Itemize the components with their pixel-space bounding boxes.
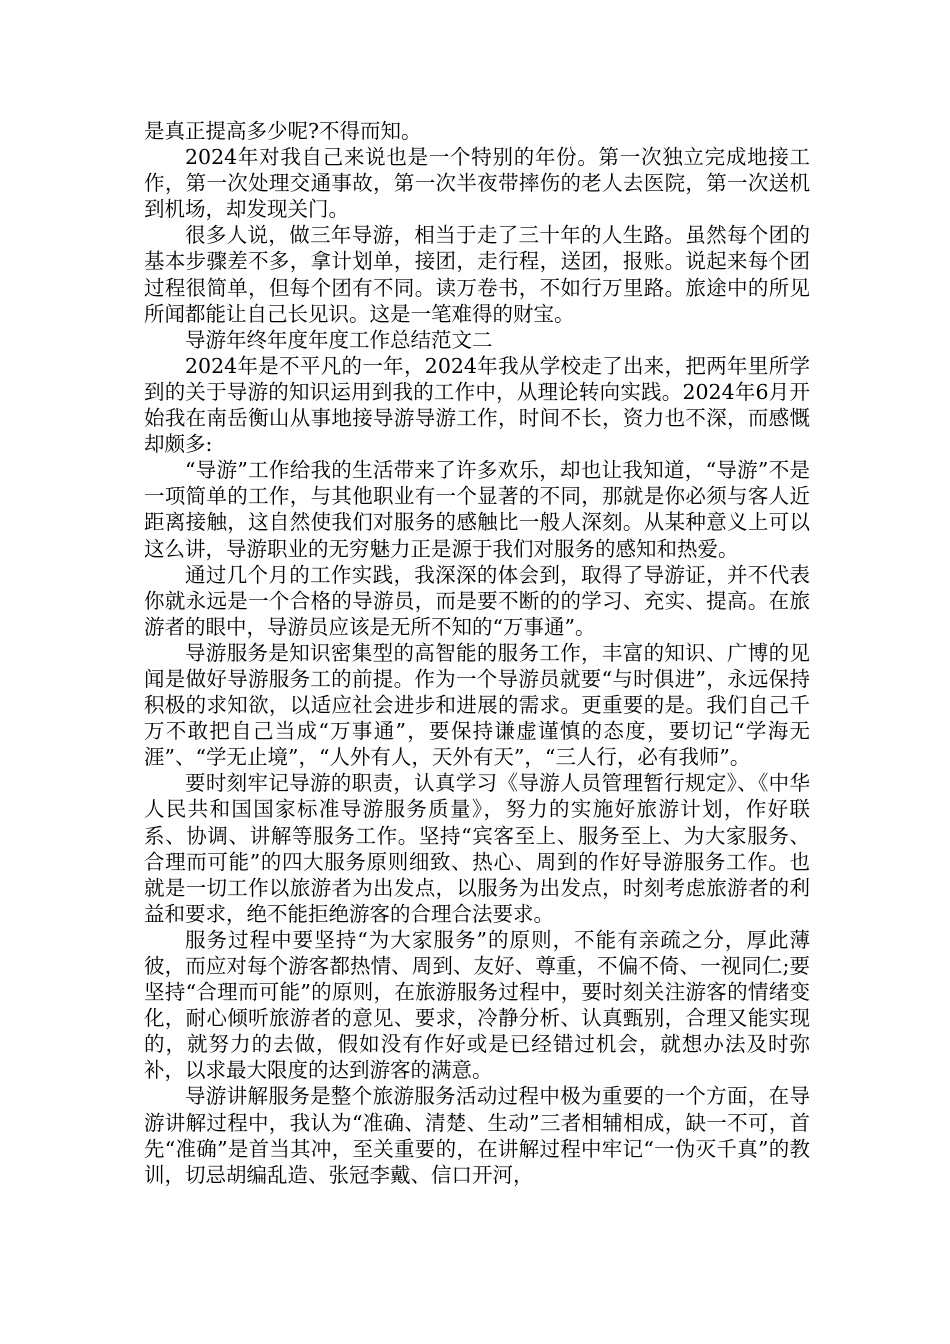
paragraph-5: 2024年是不平凡的一年，2024年我从学校走了出来，把两年里所学到的关于导游的知识运用到我的工作中，从理论转向实践。2024年6月开始我在南岳衡山从事地接导游导游工作，时间不长，资力也不深，而感慨却颇多:	[144, 353, 810, 457]
paragraph-6: “导游”工作给我的生活带来了许多欢乐，却也让我知道，“导游”不是一项简单的工作，与其他职业有一个显著的不同，那就是你必须与客人近距离接触，这自然使我们对服务的感触比一般人深刻。从某种意义上可以这么讲，导游职业的无穷魅力正是源于我们对服务的感知和热爱。	[144, 458, 810, 561]
paragraph-2: 2024年对我自己来说也是一个特别的年份。第一次独立完成地接工作，第一次处理交通事故，第一次半夜带摔伤的老人去医院，第一次送机到机场，却发现关门。	[144, 145, 810, 222]
paragraph-11: 导游讲解服务是整个旅游服务活动过程中极为重要的一个方面，在导游讲解过程中，我认为“准确、清楚、生动”三者相辅相成，缺一不可，首先“准确”是首当其冲，至关重要的，在讲解过程中牢记“一伪灭千真”的教训，切忌胡编乱造、张冠李戴、信口开河，	[144, 1084, 810, 1187]
section-heading: 导游年终年度年度工作总结范文二	[185, 327, 493, 352]
paragraph-7: 通过几个月的工作实践，我深深的体会到，取得了导游证，并不代表你就永远是一个合格的导游员，而是要不断的的学习、充实、提高。在旅游者的眼中，导游员应该是无所不知的“万事通”。	[144, 562, 810, 639]
paragraph-8: 导游服务是知识密集型的高智能的服务工作，丰富的知识、广博的见闻是做好导游服务工的前提。作为一个导游员就要“与时俱进”，永远保持积极的求知欲，以适应社会进步和进展的需求。更重要的是。我们自己千万不敢把自己当成“万事通”，要保持谦虚谨慎的态度，要切记“学海无涯”、“学无止境”，“人外有人，天外有天”，“三人行，必有我师”。	[144, 640, 810, 770]
paragraph-10: 服务过程中要坚持“为大家服务”的原则，不能有亲疏之分，厚此薄彼，而应对每个游客都热情、周到、友好、尊重，不偏不倚、一视同仁;要坚持“合理而可能”的原则，在旅游服务过程中，要时刻关注游客的情绪变化，耐心倾听旅游者的意见、要求，冷静分析、认真甄别，合理又能实现的，就努力的去做，假如没有作好或是已经错过机会，就想办法及时弥补，以求最大限度的达到游客的满意。	[144, 927, 810, 1083]
paragraph-9: 要时刻牢记导游的职责，认真学习《导游人员管理暂行规定》、《中华人民共和国国家标准导游服务质量》，努力的实施好旅游计划，作好联系、协调、讲解等服务工作。坚持“宾客至上、服务至上、为大家服务、合理而可能”的四大服务原则细致、热心、周到的作好导游服务工作。也就是一切工作以旅游者为出发点，以服务为出发点，时刻考虑旅游者的利益和要求，绝不能拒绝游客的合理合法要求。	[144, 771, 810, 926]
paragraph-1: 是真正提高多少呢?不得而知。	[144, 119, 422, 143]
paragraph-3: 很多人说，做三年导游，相当于走了三十年的人生路。虽然每个团的基本步骤差不多，拿计划单，接团，走行程，送团，报账。说起来每个团过程很简单，但每个团有不同。读万卷书，不如行万里路。旅途中的所见所闻都能让自己长见识。这是一笔难得的财宝。	[144, 223, 810, 326]
document-page	[144, 118, 810, 1188]
